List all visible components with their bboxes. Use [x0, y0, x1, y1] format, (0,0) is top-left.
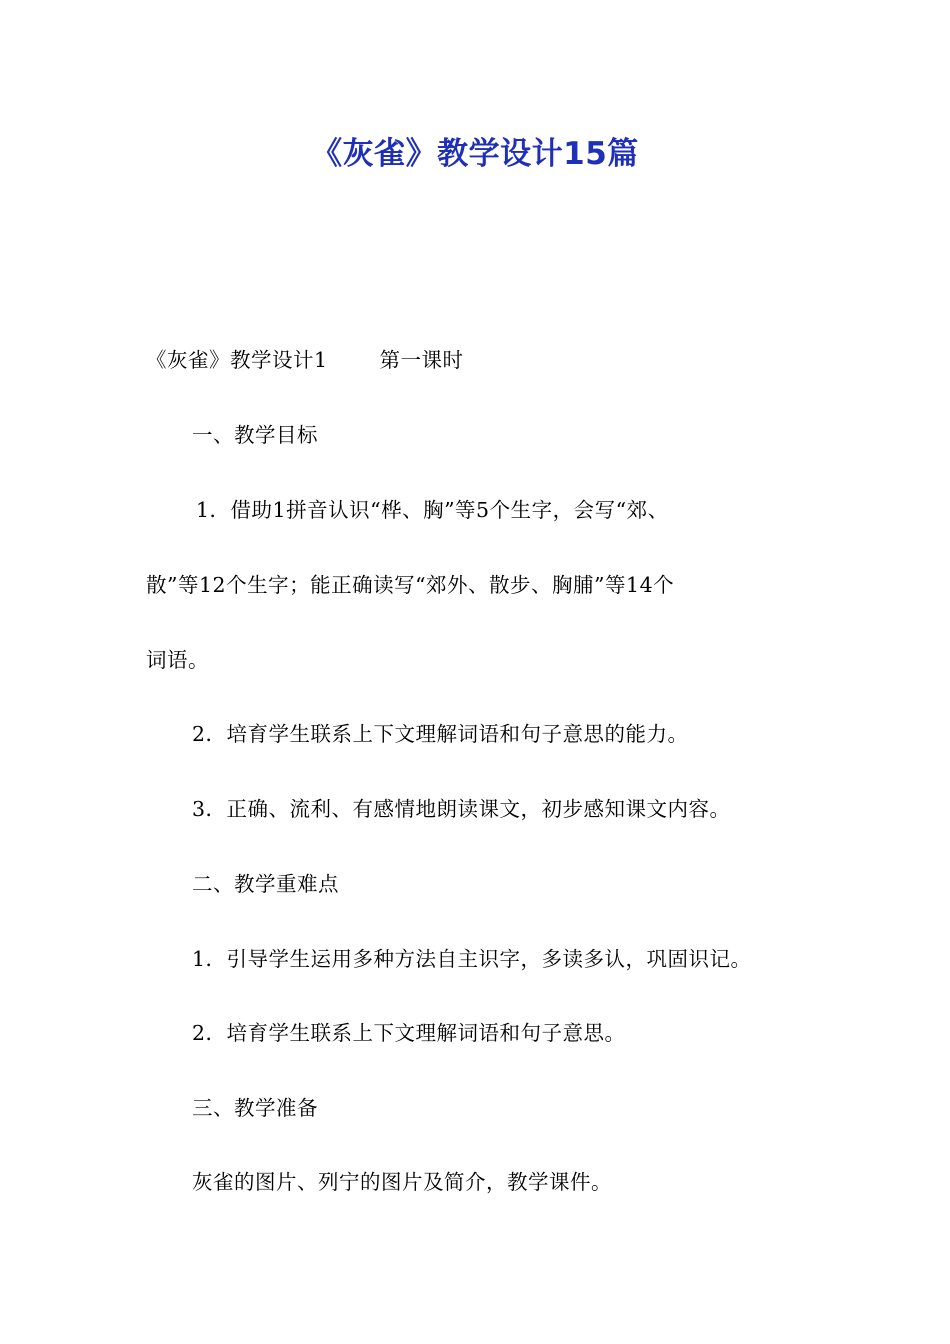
text-line: 灰雀的图片、列宁的图片及简介，教学课件。 — [192, 1170, 612, 1194]
text-line: 一、教学目标 — [192, 423, 318, 447]
text-line: 2．培育学生联系上下文理解词语和句子意思的能力。 — [192, 722, 689, 746]
text-line: 2．培育学生联系上下文理解词语和句子意思。 — [192, 1021, 626, 1045]
text-line: 词语。 — [146, 648, 209, 672]
text-line: 二、教学重难点 — [192, 872, 339, 896]
text-line: 散”等12个生字；能正确读写“郊外、散步、胸脯”等14个 — [146, 573, 675, 597]
text-line: 3．正确、流利、有感情地朗读课文，初步感知课文内容。 — [192, 797, 731, 821]
heading-right: 第一课时 — [379, 348, 464, 372]
section-heading — [146, 346, 464, 374]
text-line: 1．引导学生运用多种方法自主识字，多读多认，巩固识记。 — [192, 947, 752, 971]
text-line: 1．借助1拼音认识“桦、胸”等5个生字，会写“郊、 — [196, 498, 669, 522]
text-line: 三、教学准备 — [192, 1096, 318, 1120]
heading-left: 《灰雀》教学设计1 — [146, 348, 328, 372]
document-title: 《灰雀》教学设计15篇 — [311, 136, 639, 172]
